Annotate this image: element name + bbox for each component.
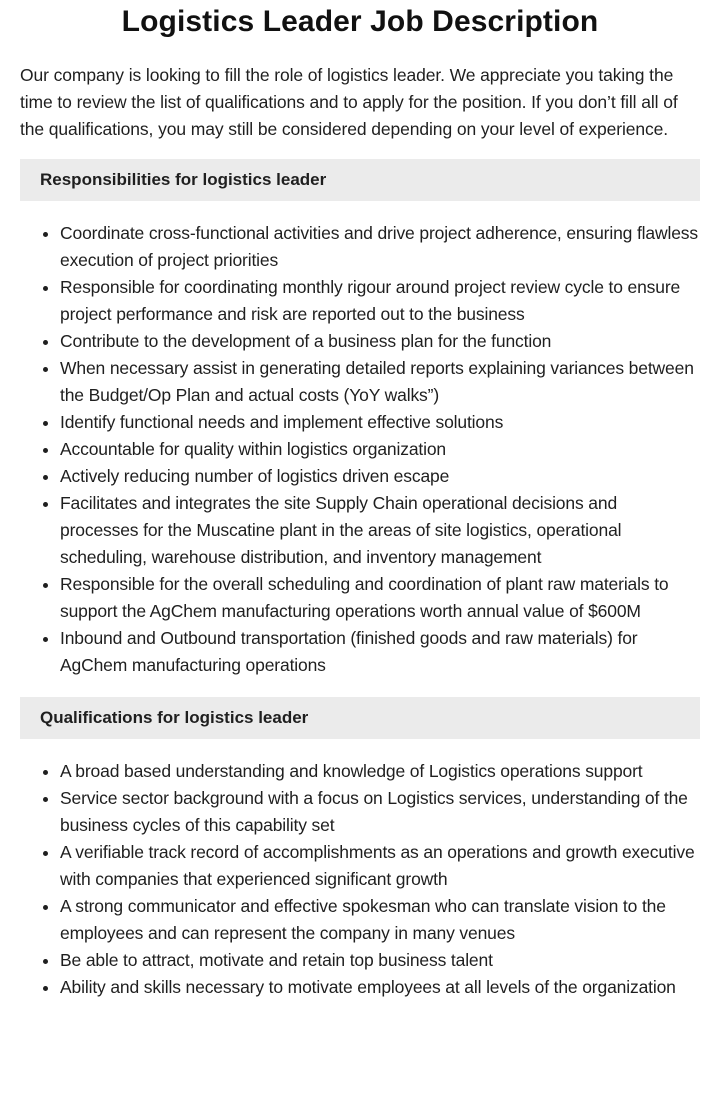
- qualifications-list: [20, 758, 700, 1001]
- qualification-item: A verifiable track record of accomplishments as an operations and growth executive with companies that experienced significant growth: [60, 839, 700, 893]
- qualifications-heading: Qualifications for logistics leader: [20, 697, 700, 739]
- responsibility-item: Identify functional needs and implement effective solutions: [60, 409, 700, 436]
- responsibilities-heading: Responsibilities for logistics leader: [20, 159, 700, 201]
- qualification-item: A strong communicator and effective spokesman who can translate vision to the employees and can represent the company in many venues: [60, 893, 700, 947]
- qualification-item: A broad based understanding and knowledge of Logistics operations support: [60, 758, 700, 785]
- responsibility-item: Responsible for coordinating monthly rigour around project review cycle to ensure project performance and risk are reported out to the business: [60, 274, 700, 328]
- responsibility-item: Contribute to the development of a business plan for the function: [60, 328, 700, 355]
- responsibility-item: Actively reducing number of logistics driven escape: [60, 463, 700, 490]
- responsibility-item: Responsible for the overall scheduling and coordination of plant raw materials to support the AgChem manufacturing operations worth annual value of $600M: [60, 571, 700, 625]
- responsibility-item: When necessary assist in generating detailed reports explaining variances between the Budget/Op Plan and actual costs (YoY walks”): [60, 355, 700, 409]
- qualification-item: Ability and skills necessary to motivate employees at all levels of the organization: [60, 974, 700, 1001]
- qualification-item: Service sector background with a focus on Logistics services, understanding of the business cycles of this capability set: [60, 785, 700, 839]
- qualification-item: Be able to attract, motivate and retain top business talent: [60, 947, 700, 974]
- page-title: Logistics Leader Job Description: [121, 5, 599, 38]
- intro-paragraph: Our company is looking to fill the role of logistics leader. We appreciate you taking the time to review the list of qualifications and to apply for the position. If you don’t fill all of the qualifications, you may still be considered depending on your level of experience.: [20, 65, 678, 139]
- responsibility-item: Facilitates and integrates the site Supply Chain operational decisions and processes for the Muscatine plant in the areas of site logistics, operational scheduling, warehouse distribution, and inventory management: [60, 490, 700, 571]
- responsibility-item: Inbound and Outbound transportation (finished goods and raw materials) for AgChem manufacturing operations: [60, 625, 700, 679]
- responsibility-item: Coordinate cross-functional activities and drive project adherence, ensuring flawless execution of project priorities: [60, 220, 700, 274]
- responsibilities-list: [20, 220, 700, 679]
- responsibility-item: Accountable for quality within logistics organization: [60, 436, 700, 463]
